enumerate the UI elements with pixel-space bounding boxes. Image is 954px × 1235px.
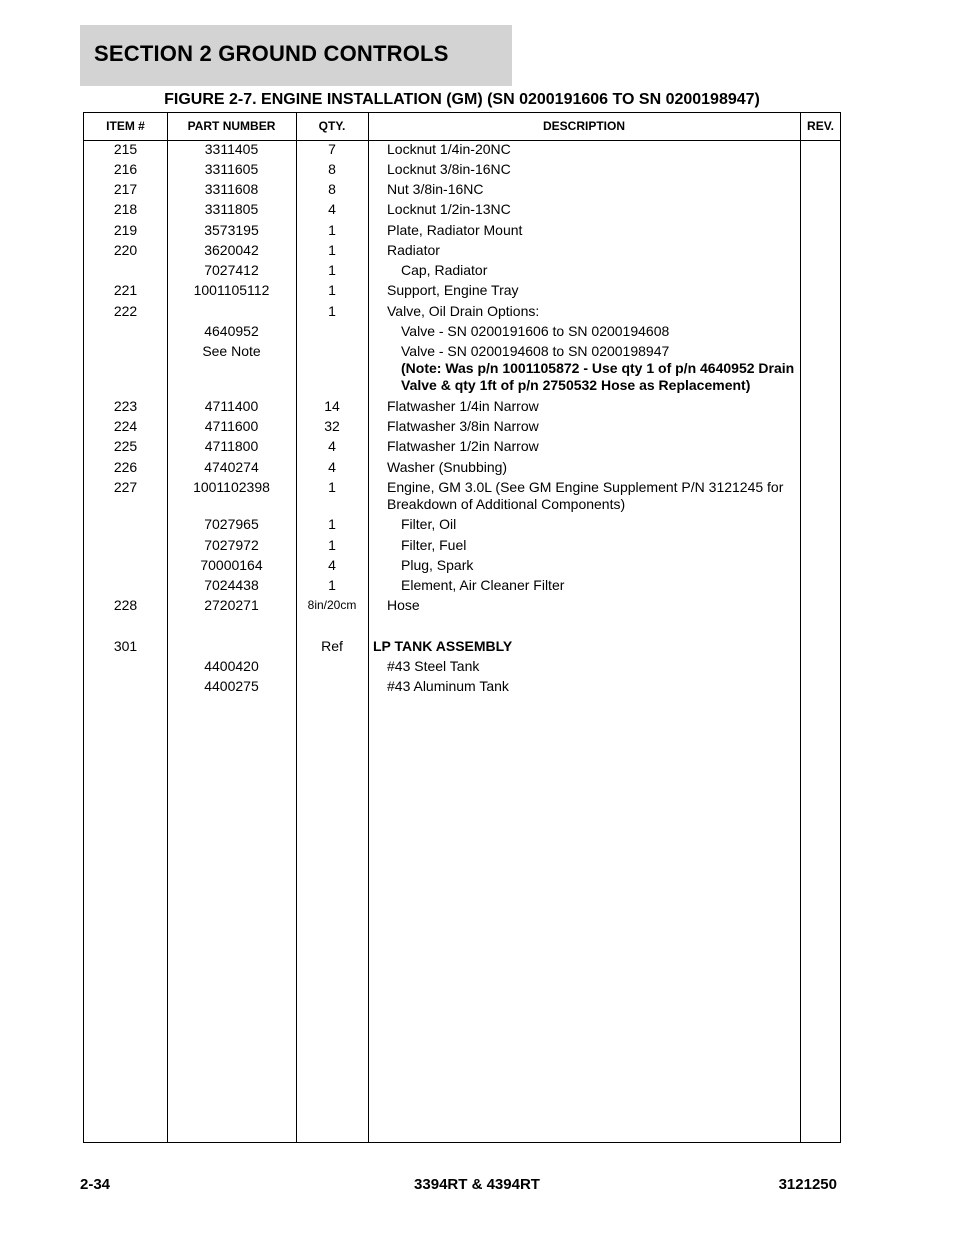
item-number: 227 (113, 479, 138, 495)
description: Valve - SN 0200191606 to SN 0200194608 (401, 323, 670, 339)
quantity: 8 (328, 181, 336, 197)
description: Nut 3/8in-16NC (387, 181, 484, 197)
description: Locknut 1/2in-13NC (387, 201, 511, 217)
part-number: 7027965 (204, 516, 259, 532)
part-number: 70000164 (200, 557, 263, 573)
quantity: 32 (324, 418, 340, 434)
description: Cap, Radiator (401, 262, 488, 278)
parts-table (83, 112, 841, 1143)
description: Locknut 1/4in-20NC (387, 141, 511, 157)
header-part-number: PART NUMBER (187, 119, 276, 133)
part-number: 3311405 (204, 141, 259, 157)
description: Engine, GM 3.0L (See GM Engine Supplement P/N 3121245 for Breakdown of Additional Components) (387, 479, 784, 512)
header-qty: QTY. (318, 119, 346, 133)
assembly-heading: LP TANK ASSEMBLY (373, 638, 513, 654)
part-number: 4640952 (204, 323, 259, 339)
quantity: 8 (328, 161, 336, 177)
item-number: 219 (113, 222, 138, 238)
replacement-note: (Note: Was p/n 1001105872 - Use qty 1 of p/n 4640952 Drain Valve & qty 1ft of p/n 2750532 Hose as Replacement) (401, 360, 795, 393)
section-header (80, 25, 512, 86)
item-number: 228 (113, 597, 138, 613)
part-number: 3311805 (204, 201, 259, 217)
quantity: 1 (328, 222, 336, 238)
description: Hose (387, 597, 420, 613)
item-number: 221 (113, 282, 138, 298)
header-rev: REV. (807, 119, 834, 133)
quantity: 4 (328, 459, 336, 475)
part-number: 1001102398 (193, 479, 270, 495)
description: Plate, Radiator Mount (387, 222, 523, 238)
part-number: 7027412 (204, 262, 259, 278)
column-divider (800, 113, 801, 1142)
part-number: 4711800 (204, 438, 259, 454)
figure-title: FIGURE 2-7. ENGINE INSTALLATION (GM) (SN 0200191606 TO SN 0200198947) (164, 91, 760, 108)
part-number: 7024438 (204, 577, 259, 593)
quantity: 4 (328, 557, 336, 573)
description: Filter, Fuel (401, 537, 467, 553)
item-number: 222 (113, 303, 138, 319)
description: Element, Air Cleaner Filter (401, 577, 565, 593)
description-cell (368, 343, 800, 394)
quantity: Ref (321, 638, 343, 654)
part-number: 3573195 (204, 222, 259, 238)
quantity: 8in/20cm (307, 598, 357, 612)
part-number: 2720271 (204, 597, 259, 613)
part-number: 4400275 (204, 678, 259, 694)
description: Filter, Oil (401, 516, 457, 532)
model-name: 3394RT & 4394RT (414, 1176, 540, 1193)
description: Washer (Snubbing) (387, 459, 508, 475)
item-number: 220 (113, 242, 138, 258)
part-number: See Note (202, 343, 261, 359)
description: Locknut 3/8in-16NC (387, 161, 511, 177)
item-number: 217 (113, 181, 138, 197)
section-title: SECTION 2 GROUND CONTROLS (94, 41, 449, 66)
header-description: DESCRIPTION (542, 119, 625, 133)
item-number: 226 (113, 459, 138, 475)
document-number: 3121250 (778, 1176, 837, 1193)
header-item: ITEM # (106, 119, 145, 133)
quantity: 1 (328, 242, 336, 258)
description: Flatwasher 1/4in Narrow (387, 398, 539, 414)
quantity: 1 (328, 262, 336, 278)
part-number: 3620042 (204, 242, 259, 258)
quantity: 1 (328, 537, 336, 553)
description: Radiator (387, 242, 440, 258)
item-number: 215 (113, 141, 138, 157)
description: Valve, Oil Drain Options: (387, 303, 540, 319)
item-number: 216 (113, 161, 138, 177)
item-number: 223 (113, 398, 138, 414)
part-number: 3311605 (204, 161, 259, 177)
part-number: 4711400 (204, 398, 259, 414)
quantity: 4 (328, 438, 336, 454)
page-number: 2-34 (80, 1176, 111, 1193)
quantity: 1 (328, 303, 336, 319)
part-number: 7027972 (204, 537, 259, 553)
description: Flatwasher 3/8in Narrow (387, 418, 539, 434)
description: Plug, Spark (401, 557, 474, 573)
part-number: 3311608 (204, 181, 259, 197)
description: #43 Aluminum Tank (387, 678, 509, 694)
quantity: 1 (328, 479, 336, 495)
quantity: 1 (328, 516, 336, 532)
item-number: 224 (113, 418, 138, 434)
quantity: 14 (324, 398, 340, 414)
quantity: 7 (328, 141, 336, 157)
part-number: 1001105112 (193, 282, 270, 298)
description: #43 Steel Tank (387, 658, 480, 674)
part-number: 4711600 (204, 418, 259, 434)
item-number: 218 (113, 201, 138, 217)
quantity: 1 (328, 577, 336, 593)
quantity: 4 (328, 201, 336, 217)
part-number: 4400420 (204, 658, 259, 674)
description: Valve - SN 0200194608 to SN 0200198947 (401, 343, 670, 359)
description: Support, Engine Tray (387, 282, 519, 298)
description: Flatwasher 1/2in Narrow (387, 438, 539, 454)
part-number: 4740274 (204, 459, 259, 475)
item-number: 301 (113, 638, 138, 654)
item-number: 225 (113, 438, 138, 454)
quantity: 1 (328, 282, 336, 298)
